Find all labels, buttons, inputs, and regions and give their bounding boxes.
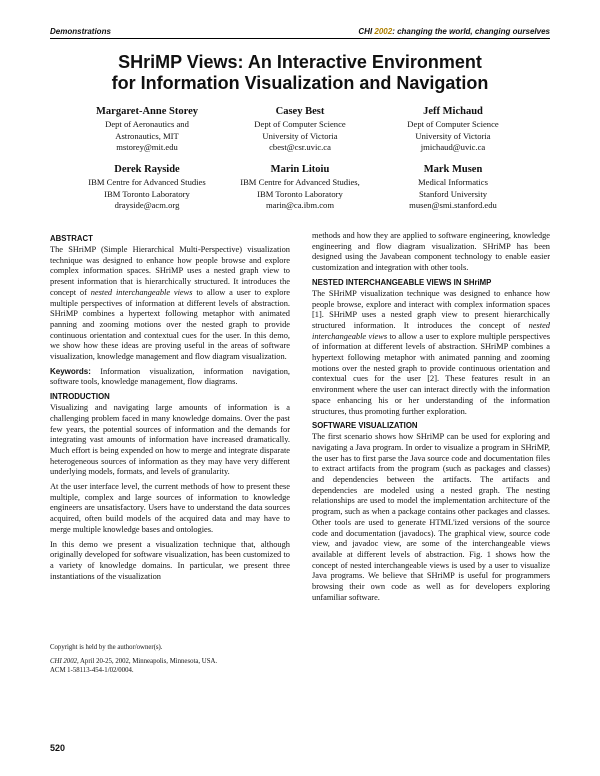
introduction-heading: INTRODUCTION (50, 392, 110, 402)
paper-title (50, 52, 550, 94)
author-email: mstorey@mit.edu (116, 142, 178, 152)
author-block (62, 105, 232, 154)
paragraph: Visualizing and navigating large amounts of information is a challenging problem faced in many knowledge domains. Over the past few years, the potential sources of information and the demands for integrating vast amounts of information have increased dramatically. Much effort is being expended on how to merge and integrate disparate heterogeneous sources of information as they may have very different underlying models, formats, and levels of granularity. (50, 403, 290, 477)
author-block (62, 163, 232, 212)
paragraph: At the user interface level, the current methods of how to present these multiple, complex and large sources of information to knowledge engineers are unsatisfactory. Users have to understand the data sources acquired, often build models of the acquired data and may have to merge multiple knowledge bases and ontologies. (50, 482, 290, 534)
author-name: Margaret-Anne Storey (96, 106, 198, 117)
author-email: musen@smi.stanford.edu (409, 200, 497, 210)
paragraph: The SHriMP visualization technique was designed to enhance how people browse, explore and interact with complex information spaces [1]. SHriMP uses a nested graph view to present hierarchically structured information. It introduces the concept of nested interchangeable views to allow a user to explore multiple perspectives of information at different levels of abstraction. SHriMP combines a hypertext following metaphor with animated panning and zooming motions over the nested graph to provide continuous orientation and contextual cues for the user [2]. These features result in an environment where the user can interact directly with the information space enhancing his or her understanding of the information structures, thus promoting further exploration. (312, 288, 551, 416)
copyright-notice (50, 643, 290, 675)
author-affiliation: Astronautics, MIT (115, 130, 179, 141)
software-visualization-heading: SOFTWARE VISUALIZATION (312, 421, 418, 431)
conference-slogan: : changing the world, changing ourselves (392, 27, 550, 36)
author-affiliation: IBM Centre for Advanced Studies, (240, 177, 360, 187)
author-block (368, 105, 538, 154)
left-column (50, 231, 290, 586)
author-email: jmichaud@uvic.ca (420, 142, 486, 152)
keywords (50, 367, 290, 388)
author-affiliation: Stanford University (418, 188, 488, 199)
author-affiliation: IBM Centre for Advanced Studies (88, 177, 206, 187)
author-name: Marin Litoiu (270, 164, 330, 175)
conference-year: 2002 (374, 27, 393, 36)
nested-views-heading: NESTED INTERCHANGEABLE VIEWS IN SHriMP (312, 277, 492, 287)
paragraph: In this demo we present a visualization technique that, although originally developed for software visualization, has been customized to a variety of knowledge domains. In particular, we present three instantiations of the visualization (50, 539, 290, 581)
author-block (215, 105, 385, 154)
author-affiliation: University of Victoria (415, 130, 491, 141)
running-header (50, 24, 550, 39)
title-line-1: SHriMP Views: An Interactive Environment (118, 52, 482, 72)
copyright-line: Copyright is held by the author/owner(s). (50, 644, 163, 651)
venue-line: CHI 2002, April 20-25, 2002, Minneapolis, Minnesota, USA. (50, 658, 218, 665)
author-block (368, 163, 538, 212)
author-affiliation: IBM Toronto Laboratory (104, 188, 190, 199)
author-affiliation: Dept of Computer Science (254, 119, 346, 129)
abstract-paragraph: The SHriMP (Simple Hierarchical Multi-Perspective) visualization technique was designed to enhance how people browse and explore complex information spaces. SHriMP uses a nested graph view to present information that is hierarchically structured. It introduces the concept of nested interchangeable views to allow a user to explore multiple perspectives of information at different levels of abstraction. SHriMP combines a hypertext following metaphor with animated panning and zooming motions over the nested graph to provide continuous orientation and contextual cues for the user. In this demo, we show how these ideas are proving useful in the areas of software visualization, knowledge management and flow diagram visualization. (50, 245, 290, 362)
author-email: cbest@csr.uvic.ca (269, 142, 331, 152)
author-block (215, 163, 385, 212)
author-name: Derek Rayside (114, 164, 180, 175)
keywords-text: Information visualization, information navigation, software tools, knowledge management, flow diagrams. (50, 366, 290, 387)
author-name: Mark Musen (423, 164, 483, 175)
keywords-label: Keywords: (50, 366, 91, 376)
author-affiliation: Medical Informatics (418, 177, 488, 187)
author-affiliation: University of Victoria (262, 130, 338, 141)
author-name: Casey Best (275, 106, 325, 117)
paragraph: The first scenario shows how SHriMP can be used for exploring and navigating a Java program. In order to visualize a program in SHriMP, the user has to first parse the Java source code and documentation files to extract artifacts from the program (such as packages and classes) and dependencies between the artifacts. The artifacts and dependencies are modeled using a nested graph. The nesting relationships are used to model the implementation architecture of the program, such as when a package contains other packages and classes. Other tools are used to generate HTML'ized versions of the source code and documentation (javadocs). The graphical view, source code view, and javadoc view, are some of the interchangeable views available at different levels of abstraction. Fig. 1 shows how the concept of nested interchangeable views is used by a user to visualize Java programs. We believe that SHriMP is useful for programmers browsing their own code as well as for developers exploring unfamiliar software. (312, 432, 550, 602)
abstract-heading: ABSTRACT (50, 234, 93, 243)
acm-number: ACM 1-58113-454-1/02/0004. (50, 667, 134, 674)
page-number: 520 (50, 743, 66, 753)
author-affiliation: Dept of Computer Science (407, 119, 499, 129)
conference-tagline (358, 27, 550, 36)
author-affiliation: Dept of Aeronautics and (105, 119, 189, 129)
title-line-2: for Information Visualization and Navigation (111, 73, 489, 93)
author-name: Jeff Michaud (423, 106, 483, 117)
author-email: marin@ca.ibm.com (265, 200, 335, 210)
right-column (312, 231, 550, 608)
section-label: Demonstrations (50, 27, 111, 36)
author-affiliation: IBM Toronto Laboratory (257, 188, 343, 199)
paragraph: methods and how they are applied to software engineering, knowledge engineering and flow diagram visualization. SHriMP has been designed using the Javabean component technology to enable easier customization and integration with other tools. (312, 231, 550, 273)
conference-name: CHI (358, 27, 373, 36)
author-email: drayside@acm.org (114, 200, 180, 210)
